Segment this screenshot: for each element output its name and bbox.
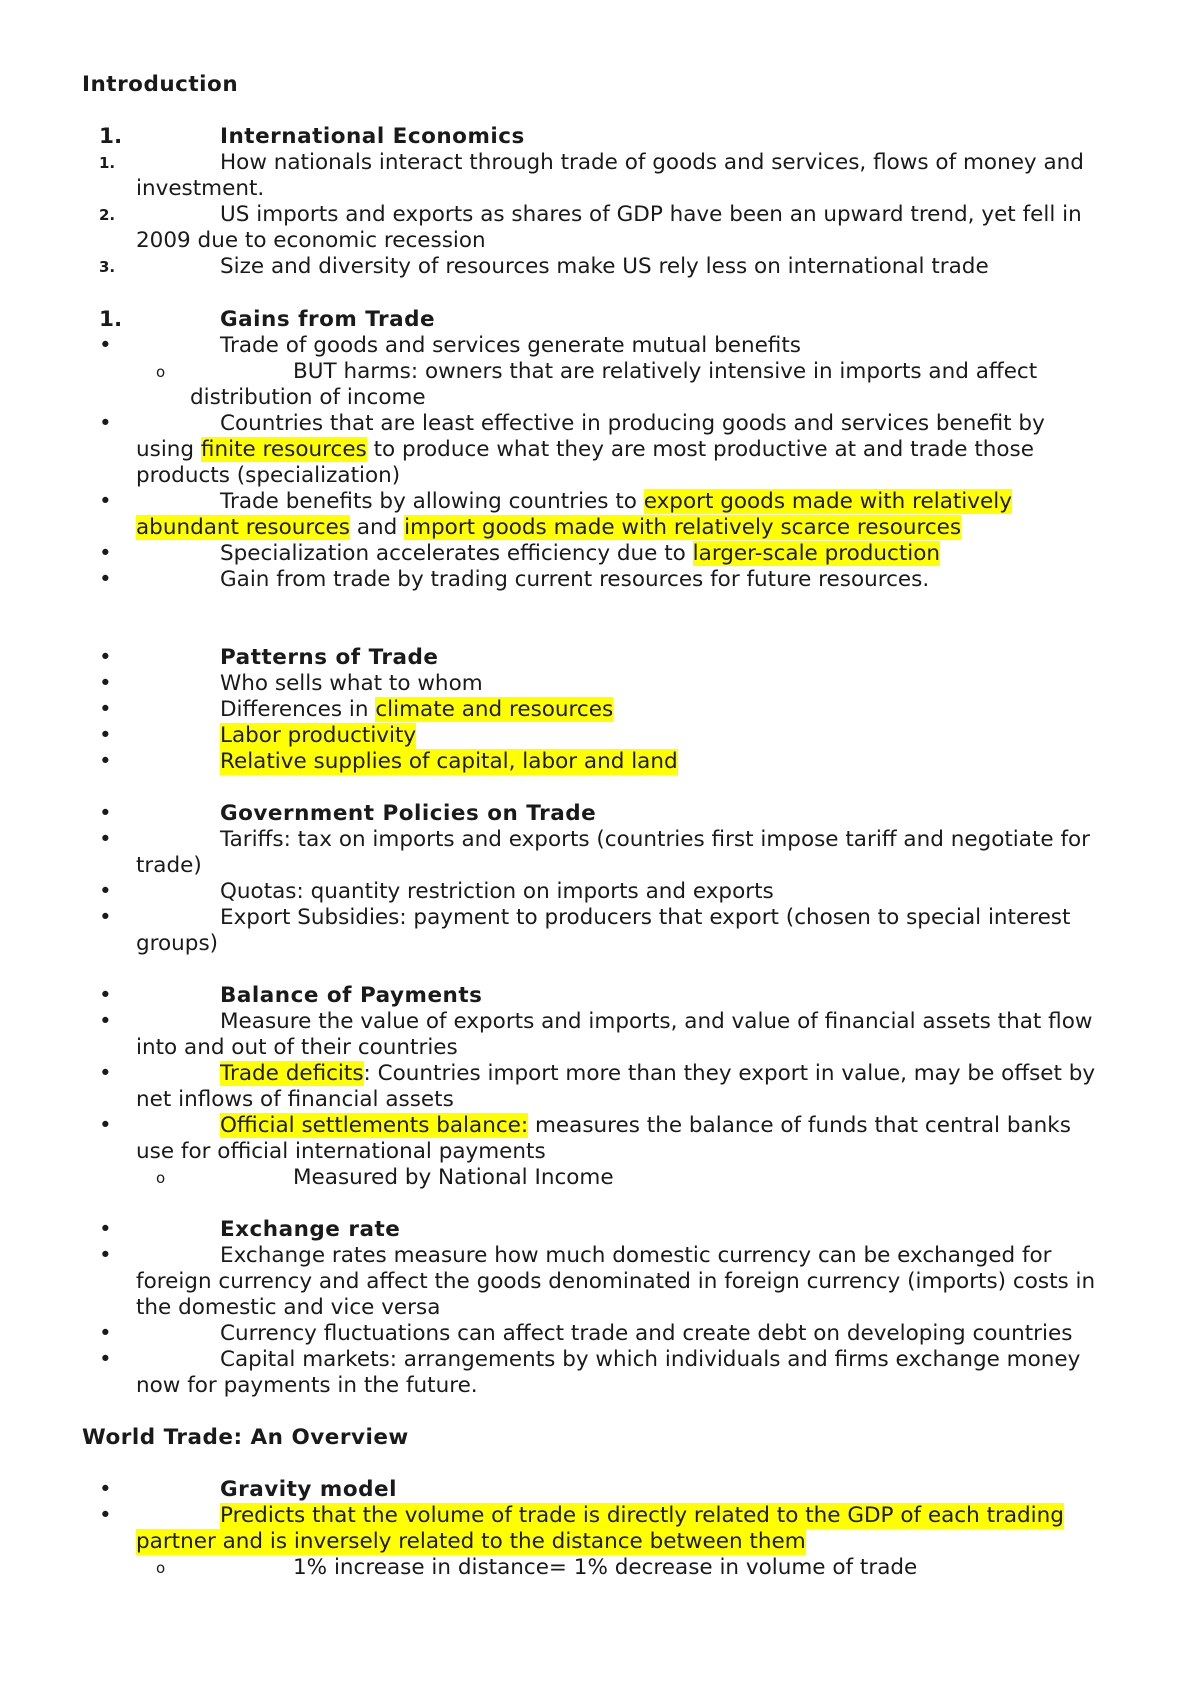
- list-item: [0, 749, 1200, 775]
- list-item-continuation: [0, 385, 1200, 411]
- item-text: [220, 697, 613, 723]
- highlighted-text: larger-scale production: [692, 541, 941, 566]
- item-text: [220, 489, 1012, 515]
- list-item: [0, 879, 1200, 905]
- section-heading-introduction: [0, 72, 1200, 98]
- item-text: groups): [136, 931, 219, 956]
- list-item: [0, 202, 1200, 228]
- item-text: investment.: [136, 176, 265, 201]
- list-item-continuation: [0, 463, 1200, 489]
- list-item-continuation: [0, 1139, 1200, 1165]
- list-item-continuation: [0, 853, 1200, 879]
- text-run: Trade benefits by allowing countries to: [220, 489, 644, 514]
- list-item: [0, 124, 1200, 150]
- list-item-continuation: [0, 931, 1200, 957]
- item-text: now for payments in the future.: [136, 1373, 478, 1398]
- bullet-icon: •: [99, 1113, 112, 1138]
- item-text: into and out of their countries: [136, 1035, 458, 1060]
- item-text: Tariffs: tax on imports and exports (countries first impose tariff and negotiate for: [220, 827, 1091, 852]
- list-number: 1.: [99, 154, 116, 172]
- list-item: [0, 1113, 1200, 1139]
- item-text: 1% increase in distance= 1% decrease in volume of trade: [293, 1555, 918, 1580]
- subheading-balance-of-payments: Balance of Payments: [220, 983, 483, 1008]
- list-item: [0, 359, 1200, 385]
- bullet-icon: •: [99, 905, 112, 930]
- heading-text: Introduction: [82, 72, 239, 97]
- list-item: [0, 1503, 1200, 1529]
- section-heading-world-trade: [0, 1425, 1200, 1451]
- list-item-continuation: [0, 1035, 1200, 1061]
- circle-bullet-icon: o: [156, 1559, 166, 1577]
- highlighted-text: Predicts that the volume of trade is directly related to the GDP of each trading: [220, 1503, 1064, 1528]
- heading-text: World Trade: An Overview: [82, 1425, 409, 1450]
- circle-bullet-icon: o: [156, 1169, 166, 1187]
- bullet-icon: •: [99, 1477, 112, 1502]
- item-text: Countries that are least effective in producing goods and services benefit by: [220, 411, 1045, 436]
- item-text: [220, 1061, 1095, 1087]
- highlighted-text: Labor productivity: [220, 723, 417, 748]
- bullet-icon: •: [99, 1321, 112, 1346]
- item-text: net inflows of financial assets: [136, 1087, 454, 1112]
- list-item: [0, 1477, 1200, 1503]
- item-text: use for official international payments: [136, 1139, 546, 1164]
- list-item-continuation: [0, 176, 1200, 202]
- bullet-icon: •: [99, 749, 112, 774]
- list-item: [0, 567, 1200, 593]
- bullet-icon: •: [99, 1009, 112, 1034]
- list-item-continuation: [0, 437, 1200, 463]
- list-item-continuation: [0, 1087, 1200, 1113]
- list-item: [0, 411, 1200, 437]
- highlighted-text: import goods made with relatively scarce resources: [404, 515, 962, 540]
- item-text: [220, 1113, 1071, 1139]
- bullet-icon: •: [99, 333, 112, 358]
- bullet-icon: •: [99, 671, 112, 696]
- bullet-icon: •: [99, 489, 112, 514]
- text-run: to produce what they are most productive at and trade those: [366, 437, 1034, 462]
- text-run: using: [136, 437, 201, 462]
- item-text: 2009 due to economic recession: [136, 228, 486, 253]
- list-item: [0, 827, 1200, 853]
- list-number: 1.: [99, 124, 123, 149]
- highlighted-text: finite resources: [200, 437, 367, 462]
- item-text: Measured by National Income: [293, 1165, 614, 1190]
- bullet-icon: •: [99, 1217, 112, 1242]
- bullet-icon: •: [99, 411, 112, 436]
- highlighted-text: climate and resources: [375, 697, 614, 722]
- text-run: Specialization accelerates efficiency due to: [220, 541, 693, 566]
- list-item: [0, 723, 1200, 749]
- list-item: [0, 1243, 1200, 1269]
- list-item: [0, 1061, 1200, 1087]
- list-item: [0, 671, 1200, 697]
- list-item: [0, 1009, 1200, 1035]
- list-item: [0, 983, 1200, 1009]
- bullet-icon: •: [99, 1243, 112, 1268]
- bullet-icon: •: [99, 827, 112, 852]
- list-item: [0, 1321, 1200, 1347]
- bullet-icon: •: [99, 1503, 112, 1528]
- item-text: the domestic and vice versa: [136, 1295, 441, 1320]
- highlighted-text: Official settlements balance:: [220, 1113, 529, 1138]
- item-text: How nationals interact through trade of goods and services, flows of money and: [220, 150, 1084, 175]
- highlighted-text: Relative supplies of capital, labor and land: [220, 749, 678, 774]
- list-item: [0, 697, 1200, 723]
- list-item-continuation: [0, 515, 1200, 541]
- text-run: Differences in: [220, 697, 376, 722]
- item-text: US imports and exports as shares of GDP have been an upward trend, yet fell in: [220, 202, 1082, 227]
- bullet-icon: •: [99, 1061, 112, 1086]
- list-item: [0, 1347, 1200, 1373]
- list-item: [0, 541, 1200, 567]
- item-text: foreign currency and affect the goods denominated in foreign currency (imports) costs in: [136, 1269, 1096, 1294]
- list-item: [0, 150, 1200, 176]
- list-item: [0, 1555, 1200, 1581]
- list-item: [0, 307, 1200, 333]
- item-text: [220, 541, 940, 567]
- highlighted-text: export goods made with relatively: [643, 489, 1012, 514]
- item-text: Trade of goods and services generate mutual benefits: [220, 333, 801, 358]
- subheading-government-policies: Government Policies on Trade: [220, 801, 597, 826]
- subheading-exchange-rate: Exchange rate: [220, 1217, 401, 1242]
- text-run: measures the balance of funds that central banks: [528, 1113, 1071, 1138]
- bullet-icon: •: [99, 983, 112, 1008]
- subheading-gains-from-trade: Gains from Trade: [220, 307, 436, 332]
- item-text: Export Subsidies: payment to producers that export (chosen to special interest: [220, 905, 1071, 930]
- bullet-icon: •: [99, 801, 112, 826]
- bullet-icon: •: [99, 723, 112, 748]
- list-number: 1.: [99, 307, 123, 332]
- bullet-icon: •: [99, 645, 112, 670]
- item-text: BUT harms: owners that are relatively intensive in imports and affect: [293, 359, 1038, 384]
- subheading-patterns-of-trade: Patterns of Trade: [220, 645, 439, 670]
- item-text: Size and diversity of resources make US rely less on international trade: [220, 254, 989, 279]
- highlighted-text: abundant resources: [136, 515, 350, 540]
- text-run: : Countries import more than they export in value, may be offset by: [363, 1061, 1096, 1086]
- subheading-gravity-model: Gravity model: [220, 1477, 397, 1502]
- item-text: [136, 515, 961, 541]
- list-item-continuation: [0, 1295, 1200, 1321]
- bullet-icon: •: [99, 879, 112, 904]
- item-text: Measure the value of exports and imports, and value of financial assets that flow: [220, 1009, 1093, 1034]
- bullet-icon: •: [99, 541, 112, 566]
- highlighted-text: partner and is inversely related to the distance between them: [136, 1529, 806, 1554]
- list-item: [0, 333, 1200, 359]
- item-text: Who sells what to whom: [220, 671, 483, 696]
- list-item: [0, 254, 1200, 280]
- item-text: distribution of income: [190, 385, 426, 410]
- item-text: Exchange rates measure how much domestic currency can be exchanged for: [220, 1243, 1052, 1268]
- item-text: Quotas: quantity restriction on imports and exports: [220, 879, 774, 904]
- list-item: [0, 801, 1200, 827]
- list-item-continuation: [0, 1373, 1200, 1399]
- list-item-continuation: [0, 1269, 1200, 1295]
- text-run: and: [349, 515, 405, 540]
- list-item-continuation: [0, 228, 1200, 254]
- circle-bullet-icon: o: [156, 363, 166, 381]
- item-text: Currency fluctuations can affect trade and create debt on developing countries: [220, 1321, 1073, 1346]
- subheading-international-economics: International Economics: [220, 124, 525, 149]
- item-text: Gain from trade by trading current resources for future resources.: [220, 567, 930, 592]
- list-item-continuation: [0, 1529, 1200, 1555]
- list-number: 3.: [99, 258, 116, 276]
- bullet-icon: •: [99, 1347, 112, 1372]
- list-number: 2.: [99, 206, 116, 224]
- highlighted-text: Trade deficits: [220, 1061, 364, 1086]
- list-item: [0, 905, 1200, 931]
- item-text: trade): [136, 853, 202, 878]
- bullet-icon: •: [99, 567, 112, 592]
- item-text: products (specialization): [136, 463, 401, 488]
- list-item: [0, 1217, 1200, 1243]
- list-item: [0, 1165, 1200, 1191]
- bullet-icon: •: [99, 697, 112, 722]
- list-item: [0, 645, 1200, 671]
- item-text: Capital markets: arrangements by which individuals and firms exchange money: [220, 1347, 1081, 1372]
- item-text: [136, 437, 1034, 463]
- list-item: [0, 489, 1200, 515]
